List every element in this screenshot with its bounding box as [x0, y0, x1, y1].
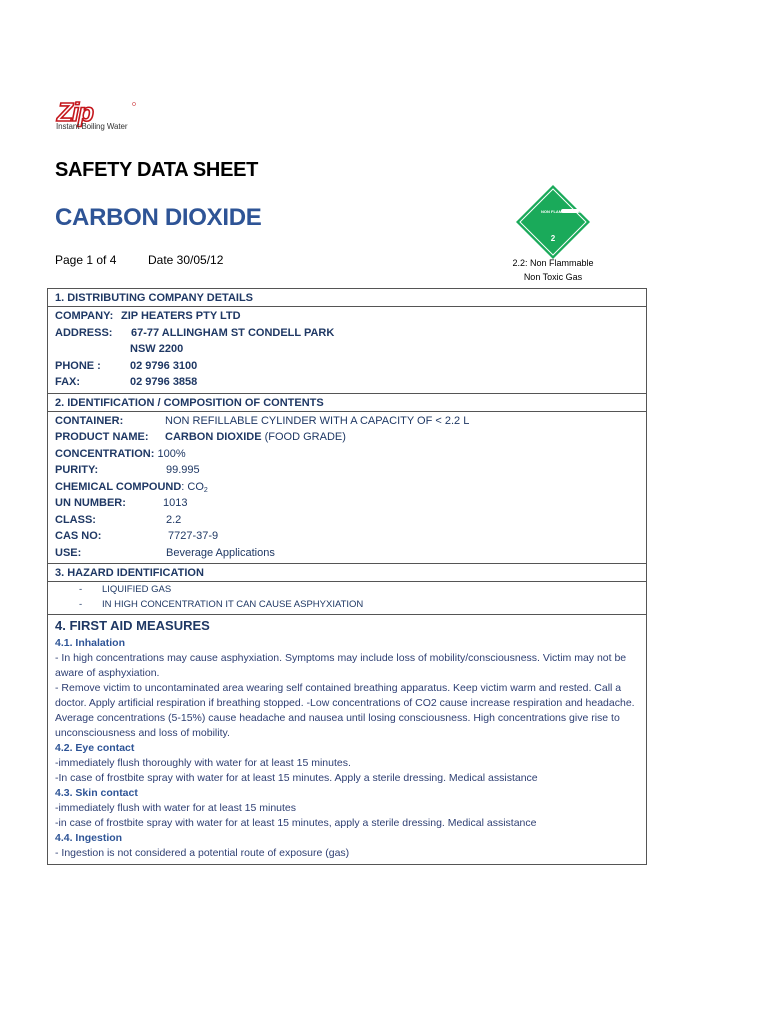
hazard-caption-line1: 2.2: Non Flammable	[512, 258, 594, 268]
section2-body	[48, 411, 646, 564]
ingestion-paragraph: - Ingestion is not considered a potential route of exposure (gas)	[55, 847, 350, 859]
use-label: USE:	[55, 546, 82, 559]
hazard-class-number: 2	[550, 234, 556, 243]
concentration-label: CONCENTRATION:	[55, 447, 155, 460]
section4-heading: 4. FIRST AID MEASURES	[55, 618, 210, 633]
address-label: ADDRESS:	[55, 326, 113, 339]
hazard-item: - IN HIGH CONCENTRATION IT CAN CAUSE ASPHYXIATION	[55, 598, 639, 613]
section4-body	[48, 634, 646, 864]
document-date: Date 30/05/12	[148, 253, 224, 267]
cas-row	[55, 528, 639, 545]
hazard-diamond-text: NON FLAMMABLE GAS	[541, 209, 587, 214]
page-info-row	[55, 253, 224, 267]
hazard-item-text: IN HIGH CONCENTRATION IT CAN CAUSE ASPHYXIATION	[102, 598, 364, 610]
section1-body	[48, 306, 646, 393]
non-flammable-gas-hazard-icon	[515, 184, 591, 260]
skin-contact-paragraph: -in case of frostbite spray with water for at least 15 minutes, apply a sterile dressing. Medical assistance	[55, 817, 537, 829]
product-name-row	[55, 429, 639, 446]
hazard-caption-line2: Non Toxic Gas	[523, 272, 583, 282]
section1-heading: 1. DISTRIBUTING COMPANY DETAILS	[55, 292, 254, 304]
compound-subscript: 2	[203, 486, 208, 494]
logo-wordmark: Zip	[57, 97, 93, 127]
section-distributing-company	[48, 289, 646, 393]
use-row	[55, 545, 639, 562]
container-label: CONTAINER:	[55, 414, 124, 427]
cas-value: 7727-37-9	[168, 530, 219, 542]
company-row	[55, 308, 639, 325]
document-title: SAFETY DATA SHEET	[55, 159, 259, 181]
eye-contact-heading: 4.2. Eye contact	[55, 742, 135, 754]
company-value: ZIP HEATERS PTY LTD	[121, 310, 241, 322]
product-name-value: CARBON DIOXIDE	[165, 431, 262, 443]
hazard-caption	[492, 256, 614, 284]
inhalation-paragraph: - In high concentrations may cause asphyxiation. Symptoms may include loss of mobility/consciousness. Victim may not be aware of asphyxiation.	[55, 652, 627, 679]
section-hazard-identification	[48, 563, 646, 614]
container-row	[55, 413, 639, 430]
section3-heading: 3. HAZARD IDENTIFICATION	[55, 567, 204, 579]
hazard-item: - LIQUIFIED GAS	[55, 583, 639, 598]
purity-label: PURITY:	[55, 464, 99, 476]
purity-row	[55, 462, 639, 479]
purity-value: 99.995	[166, 464, 200, 476]
use-value: Beverage Applications	[166, 546, 275, 559]
ingestion-heading: 4.4. Ingestion	[55, 832, 123, 844]
product-name-label: PRODUCT NAME:	[55, 431, 149, 443]
product-grade: (FOOD GRADE)	[261, 431, 346, 443]
concentration-value: 100%	[154, 447, 186, 460]
class-label: CLASS:	[55, 513, 96, 526]
skin-contact-heading: 4.3. Skin contact	[55, 787, 138, 799]
container-value: NON REFILLABLE CYLINDER WITH A CAPACITY OF < 2.2 L	[165, 414, 470, 427]
phone-value: 02 9796 3100	[130, 359, 198, 372]
cas-label: CAS NO:	[55, 530, 102, 542]
hazard-item-text: LIQUIFIED GAS	[102, 584, 172, 595]
fax-label: FAX:	[55, 376, 81, 388]
section-first-aid	[48, 614, 646, 864]
sds-content-box	[47, 288, 647, 865]
eye-contact-paragraph: -In case of frostbite spray with water for at least 15 minutes. Apply a sterile dressing. Medical assistance	[55, 772, 538, 784]
address-row-2	[55, 341, 639, 358]
product-title: CARBON DIOXIDE	[55, 204, 262, 231]
address-line2: NSW 2200	[130, 343, 184, 355]
compound-value: : CO	[181, 480, 204, 493]
class-value: 2.2	[166, 513, 182, 526]
inhalation-paragraph: - Remove victim to uncontaminated area wearing self contained breathing apparatus. Keep victim warm and rested. Call a doctor. Apply artificial respiration if breathing stopped. -Low concentrations of CO2 cause increase respiration and headache. Average concentrations (5-15%) cause headache and nausea until losing consciousness. High concentrations give rise to unconsciousness and loss of mobility.	[55, 682, 635, 739]
address-row	[55, 325, 639, 342]
un-number-value: 1013	[163, 497, 188, 509]
company-label: COMPANY:	[55, 310, 114, 322]
class-row	[55, 512, 639, 529]
logo-tagline: Instant Boiling Water	[56, 122, 128, 131]
fax-row	[55, 374, 639, 391]
un-number-label: UN NUMBER:	[55, 497, 126, 509]
compound-label: CHEMICAL COMPOUND	[55, 480, 182, 493]
section3-body	[48, 581, 646, 614]
phone-row	[55, 358, 639, 375]
inhalation-heading: 4.1. Inhalation	[55, 637, 126, 649]
section-identification	[48, 393, 646, 564]
fax-value: 02 9796 3858	[130, 376, 198, 388]
address-line1: 67-77 ALLINGHAM ST CONDELL PARK	[131, 326, 335, 339]
compound-row	[55, 479, 639, 496]
page-number: Page 1 of 4	[55, 253, 117, 267]
phone-label: PHONE :	[55, 359, 101, 372]
un-number-row	[55, 495, 639, 512]
skin-contact-paragraph: -immediately flush with water for at least 15 minutes	[55, 802, 297, 814]
eye-contact-paragraph: -immediately flush thoroughly with water for at least 15 minutes.	[55, 757, 351, 769]
concentration-row	[55, 446, 639, 463]
section2-heading: 2. IDENTIFICATION / COMPOSITION OF CONTENTS	[55, 396, 324, 409]
